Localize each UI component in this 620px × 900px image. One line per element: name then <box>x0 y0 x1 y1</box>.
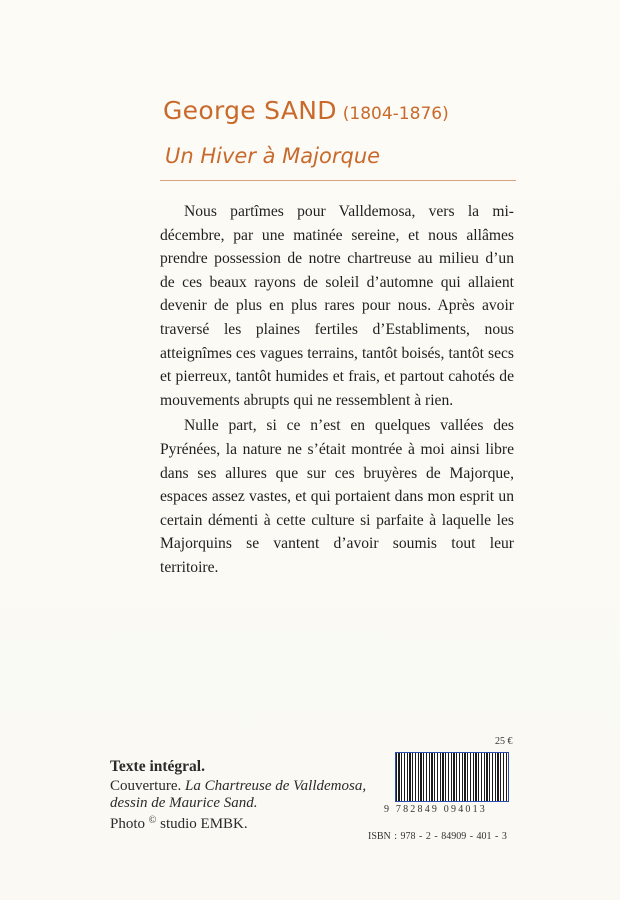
cover-credit-line <box>110 778 366 795</box>
excerpt-paragraph: Nulle part, si ce n’est en quelques vallées des Pyrénées, la nature ne s’était montrée à moi ainsi libre dans ses allures que sur ces bruyères de Majorque, espaces assez vastes, et qui portaient dans mon esprit un certain démenti à cette culture si parfaite à laquelle les Majorquins se vantent d’avoir soumis tout leur territoire. <box>160 417 514 576</box>
photo-credit-label: Photo <box>110 816 146 832</box>
copyright-symbol: © <box>148 815 157 826</box>
excerpt-text <box>160 200 514 580</box>
isbn-label: ISBN : 978 - 2 - 84909 - 401 - 3 <box>368 831 507 842</box>
barcode-digits: 9 782849 094013 <box>384 804 487 815</box>
excerpt-paragraph: Nous partîmes pour Valldemosa, vers la mi-décembre, par une matinée sereine, et nous allâmes prendre possession de notre chartreuse au milieu d’un de ces beaux rayons de soleil d’automne qui allaient devenir de plus en plus rares pour nous. Après avoir traversé les plaines fertiles d’Establiments, nous atteignîmes ces vagues terrains, tantôt boisés, tantôt secs et pierreux, tantôt humides et frais, et partout cahotés de mouvements abrupts qui ne ressemblent à rien. <box>160 203 514 409</box>
book-title: Un Hiver à Majorque <box>165 144 381 168</box>
cover-credit-artist: dessin de Maurice Sand. <box>110 795 258 811</box>
barcode-icon <box>395 752 509 802</box>
cover-credit-label: Couverture. <box>110 778 182 794</box>
author-name: George SAND <box>163 96 337 125</box>
photo-credit-line <box>110 812 366 833</box>
author-dates: (1804-1876) <box>342 104 449 124</box>
cover-credit-title: La Chartreuse de Valldemosa, <box>184 778 367 794</box>
credits-block <box>110 758 366 833</box>
photo-credit-studio: studio EMBK. <box>160 816 248 832</box>
integral-text-label: Texte intégral. <box>110 758 205 775</box>
author-line <box>163 96 449 125</box>
cover-credit-artist-line <box>110 795 366 812</box>
price-label: 25 € <box>495 736 513 747</box>
title-divider <box>160 180 516 181</box>
